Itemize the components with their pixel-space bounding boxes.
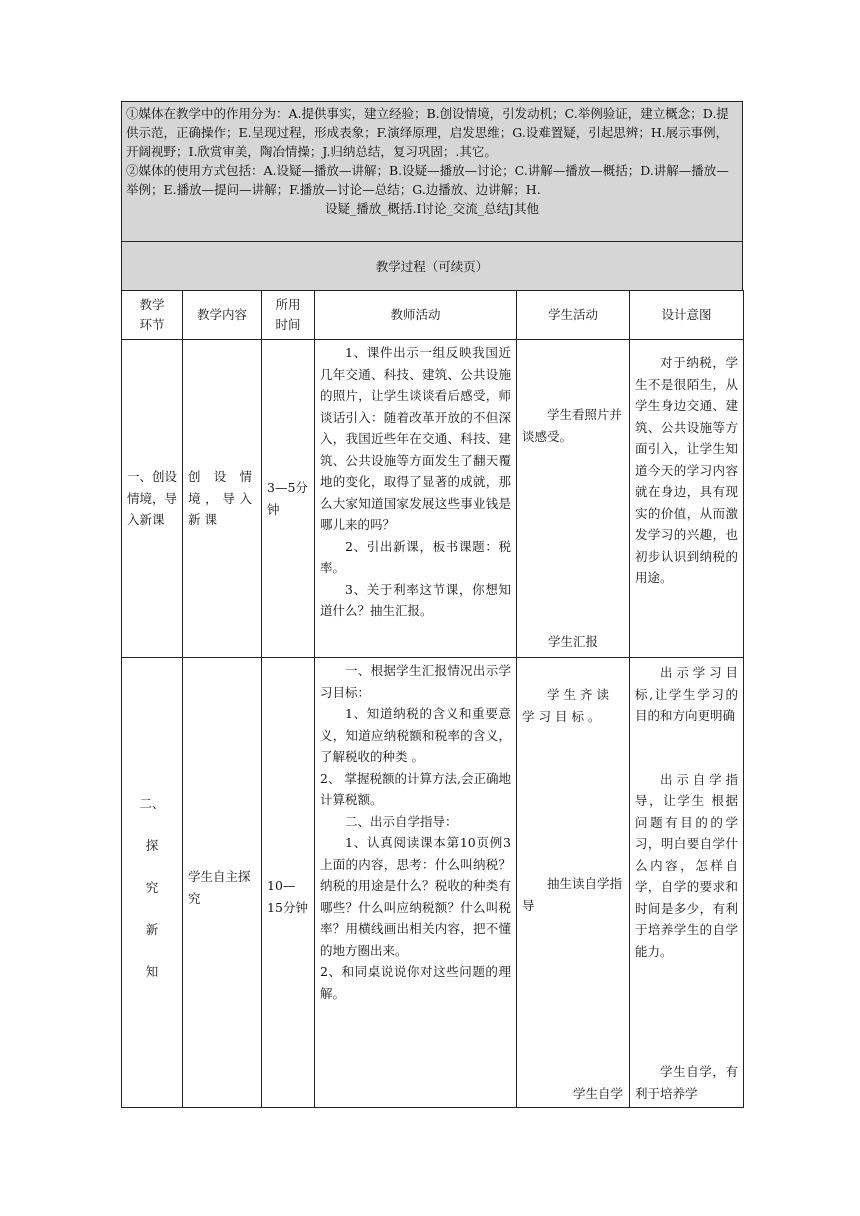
row1-teacher: 1、课件出示一组反映我国近几年交通、科技、建筑、公共设施的照片，让学生谈谈看后感受，师谈话引入：随着改革开放的不但深入，我国近些年在交通、科技、建筑、公共设施等方面发生了翻天覆地的变化，取得了显著的成就，那么大家知道国家发展这些事业钱是哪儿来的吗？ 2、引出新课，板书课题：税率。 3、关于利率这节课，你想知道什么？抽生汇报。 (315, 340, 517, 658)
teaching-process-table (121, 290, 744, 1108)
header-intent: 设计意图 (630, 291, 744, 340)
row2-stage: 二、 探 究 新 知 (122, 658, 183, 1108)
header-stage: 教学环节 (122, 291, 183, 340)
header-teacher: 教师活动 (315, 291, 517, 340)
row2-student: 学生齐读学习目标。 抽生读自学指导 学生自学 (517, 658, 630, 1108)
section-title (121, 241, 743, 290)
header-student: 学生活动 (517, 291, 630, 340)
header-content: 教学内容 (183, 291, 262, 340)
lesson-plan-sheet (121, 101, 743, 1108)
row1-stage: 一、创设情境，导入新课 (122, 340, 183, 658)
row2-time: 10—15分钟 (262, 658, 315, 1108)
row2-intent: 出示学习目标,让学生学习的目的和方向更明确 出示自学指导，让学生 根据问题有目的的学习，明白要自学什么内容，怎样自学，自学的要求和时间是多少，有利于培养学生的自学能力。 学生自学，有利于培养学 (630, 658, 744, 1108)
media-usage-note: ②媒体的使用方式包括：A.设疑—播放—讲解；B.设疑—播放—讨论；C.讲解—播放—概括；D.讲解—播放—举例；E.播放—提问—讲解；F.播放—讨论—总结；G.边播放、边讲解；H. (126, 163, 729, 197)
table-row (122, 658, 744, 1108)
row2-teacher: 一、根据学生汇报情况出示学习目标： 1、知道纳税的含义和重要意义，知道应纳税额和税率的含义，了解税收的种类 。 2、 掌握税额的计算方法,会正确地计算税额。 二、出示自学指导： 1、认真阅读课本第10页例3上面的内容，思考：什么叫纳税？纳税的用途是什么？税收的种类有哪些？什么叫应纳税额？什么叫税率？用横线画出相关内容，把不懂的地方圈出来。 2、和同桌说说你对这些问题的理解。 (315, 658, 517, 1108)
section-title-text: 教学过程（可续页） (375, 259, 489, 274)
table-header-row (122, 291, 744, 340)
row1-time: 3—5分钟 (262, 340, 315, 658)
table-row (122, 340, 744, 658)
row1-content: 创设情境，导入新课 (183, 340, 262, 658)
media-notes-box (121, 101, 743, 241)
header-time: 所用时间 (262, 291, 315, 340)
media-role-note: ①媒体在教学中的作用分为：A.提供事实，建立经验；B.创设情境，引发动机；C.举例验证，建立概念；D.提供示范，正确操作；E.呈现过程，形成表象；F.演绎原理，启发思维；G.设难置疑，引起思辨；H.展示事例，开阔视野；I.欣赏审美，陶冶情操；J.归纳总结，复习巩固；.其它。 (126, 106, 729, 159)
row1-intent: 对于纳税，学生不是很陌生，从学生身边交通、建筑、公共设施等方面引入，让学生知道今天的学习内容就在身边，具有现实的价值，从而激发学习的兴趣，也初步认识到纳税的用途。 (630, 340, 744, 658)
row2-content: 学生自主探究 (183, 658, 262, 1108)
row1-student: 学生看照片并谈感受。 学生汇报 (517, 340, 630, 658)
media-usage-note-cont: 设疑_播放_概括.I讨论_交流_总结J其他 (325, 201, 539, 216)
